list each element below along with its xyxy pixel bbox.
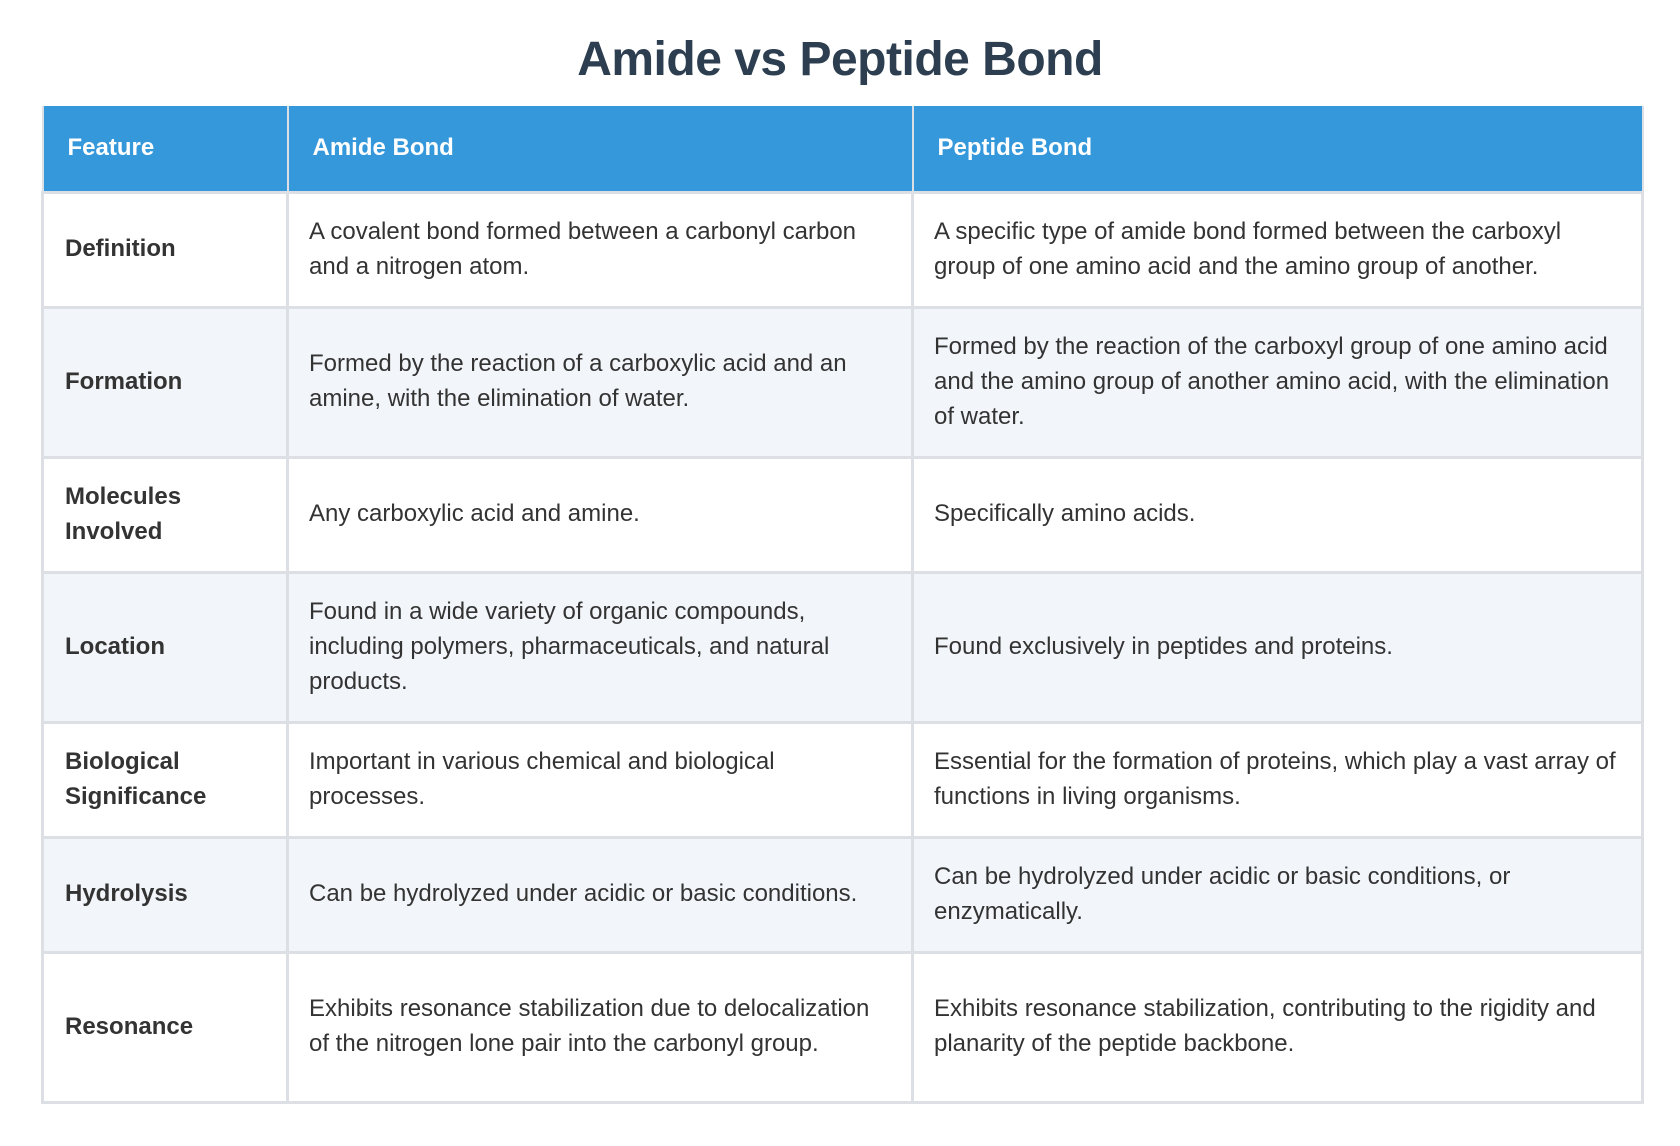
feature-cell: Molecules Involved bbox=[43, 457, 288, 572]
feature-cell: Resonance bbox=[43, 952, 288, 1102]
table-row-formation bbox=[43, 307, 1643, 457]
feature-cell: Hydrolysis bbox=[43, 837, 288, 952]
table-row-definition bbox=[43, 192, 1643, 307]
peptide-cell: A specific type of amide bond formed between the carboxyl group of one amino acid and the amino group of another. bbox=[913, 192, 1643, 307]
page-title: Amide vs Peptide Bond bbox=[577, 33, 1103, 86]
amide-cell: Formed by the reaction of a carboxylic acid and an amine, with the elimination of water. bbox=[288, 307, 913, 457]
feature-cell: Location bbox=[43, 572, 288, 722]
header-peptide-bond: Peptide Bond bbox=[913, 106, 1643, 192]
peptide-cell: Formed by the reaction of the carboxyl group of one amino acid and the amino group of another amino acid, with the elimination of water. bbox=[913, 307, 1643, 457]
table-row-molecules-involved bbox=[43, 457, 1643, 572]
peptide-cell: Can be hydrolyzed under acidic or basic conditions, or enzymatically. bbox=[913, 837, 1643, 952]
amide-cell: A covalent bond formed between a carbonyl carbon and a nitrogen atom. bbox=[288, 192, 913, 307]
amide-cell: Found in a wide variety of organic compounds, including polymers, pharmaceuticals, and natural products. bbox=[288, 572, 913, 722]
peptide-cell: Found exclusively in peptides and proteins. bbox=[913, 572, 1643, 722]
peptide-cell: Exhibits resonance stabilization, contributing to the rigidity and planarity of the peptide backbone. bbox=[913, 952, 1643, 1102]
amide-cell: Any carboxylic acid and amine. bbox=[288, 457, 913, 572]
table-row-resonance bbox=[43, 952, 1643, 1102]
table-header-row bbox=[43, 106, 1643, 192]
table-row-location bbox=[43, 572, 1643, 722]
comparison-table bbox=[41, 106, 1644, 1104]
amide-cell: Important in various chemical and biological processes. bbox=[288, 722, 913, 837]
feature-cell: Biological Significance bbox=[43, 722, 288, 837]
table-row-hydrolysis bbox=[43, 837, 1643, 952]
header-amide-bond: Amide Bond bbox=[288, 106, 913, 192]
amide-cell: Exhibits resonance stabilization due to delocalization of the nitrogen lone pair into the carbonyl group. bbox=[288, 952, 913, 1102]
amide-cell: Can be hydrolyzed under acidic or basic conditions. bbox=[288, 837, 913, 952]
feature-cell: Definition bbox=[43, 192, 288, 307]
feature-cell: Formation bbox=[43, 307, 288, 457]
header-feature: Feature bbox=[43, 106, 288, 192]
peptide-cell: Specifically amino acids. bbox=[913, 457, 1643, 572]
peptide-cell: Essential for the formation of proteins, which play a vast array of functions in living organisms. bbox=[913, 722, 1643, 837]
table-row-biological-significance bbox=[43, 722, 1643, 837]
